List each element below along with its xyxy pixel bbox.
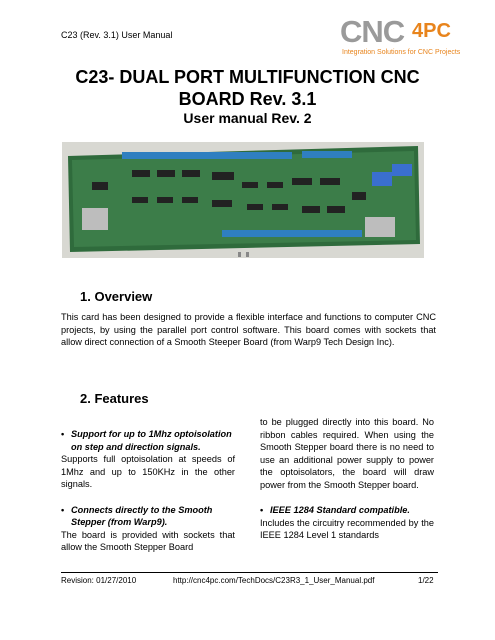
bullet-glyph: • xyxy=(260,505,264,515)
feature-body-optoisolation: Supports full optoisolation at speeds of 1Mhz and up to 150KHz in the other signals. xyxy=(61,454,235,489)
document-subtitle: User manual Rev. 2 xyxy=(183,110,312,126)
footer-divider xyxy=(61,572,438,573)
footer-page-number: 1/22 xyxy=(418,576,434,585)
footer-revision: Revision: 01/27/2010 xyxy=(61,576,137,585)
bullet-glyph: • xyxy=(61,504,65,515)
logo-brand-suffix: 4PC xyxy=(412,20,451,42)
document-title xyxy=(60,66,435,110)
title-line-2: BOARD Rev. 3.1 xyxy=(178,89,317,109)
logo-tagline: Integration Solutions for CNC Projects xyxy=(342,49,461,56)
feature-bullet-ieee1284 xyxy=(260,504,434,517)
feature-body-ieee1284: Includes the circuitry recommended by the IEEE 1284 Level 1 standards xyxy=(260,517,434,540)
footer-url: http://cnc4pc.com/TechDocs/C23R3_1_User_Manual.pdf xyxy=(173,576,375,585)
feature-bullet-optoisolation xyxy=(61,428,235,453)
feature-body-smooth-stepper-cont: to be plugged directly into this board. No ribbon cables required. When using the Smooth Stepper board there is no need to use an additional power supply to power the optoisolators, the board will draw power from the Smooth Stepper board. xyxy=(260,417,434,490)
features-left-column xyxy=(61,428,235,554)
feature-title-optoisolation: Support for up to 1Mhz optoisolation on step and direction signals. xyxy=(71,429,232,452)
feature-bullet-smooth-stepper xyxy=(61,504,235,529)
overview-heading: 1. Overview xyxy=(80,289,153,304)
bullet-glyph: • xyxy=(61,429,65,439)
running-header: C23 (Rev. 3.1) User Manual xyxy=(61,30,173,40)
overview-paragraph: This card has been designed to provide a flexible interface and functions to computer CNC projects, by using the parallel port control software. This board comes with sockets that allow direct connection of a Smooth Steeper Board (from Warp9 Tech Design Inc). xyxy=(61,312,436,347)
logo-brand-main: CNC xyxy=(340,14,405,49)
board-photo xyxy=(62,142,424,258)
features-heading: 2. Features xyxy=(80,391,149,406)
features-right-column xyxy=(260,416,434,542)
feature-body-smooth-stepper: The board is provided with sockets that allow the Smooth Stepper Board xyxy=(61,529,235,552)
feature-title-smooth-stepper: Connects directly to the Smooth Stepper (from Warp9). xyxy=(71,504,213,527)
feature-title-ieee1284: IEEE 1284 Standard compatible. xyxy=(270,505,410,515)
cnc4pc-logo xyxy=(340,15,470,61)
title-line-1: C23- DUAL PORT MULTIFUNCTION CNC xyxy=(75,67,420,87)
